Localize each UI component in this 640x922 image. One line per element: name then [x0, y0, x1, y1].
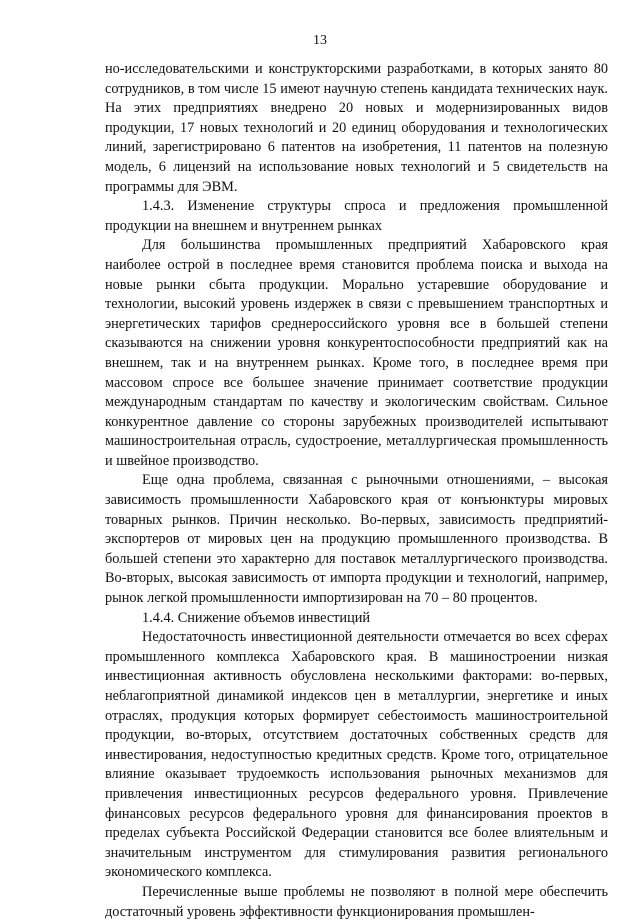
paragraph-markets: Для большинства промышленных предприятий Хабаровского края наиболее острой в последнее время становится проблема поиска и выхода на новые рынки сбыта продукции. Морально устаревшие оборудование и технологии, высокий уровень издержек в связи с превышением транспортных и энергетических тарифов среднероссийского уровня все в большей степени сказываются на снижении уровня конкурентоспособности предприятий как на внешнем, так и на внутреннем рынках. Кроме того, в последнее время при массовом спросе все большее значение принимает соответствие продукции международным стандартам по качеству и экологическим свойствам. Сильное конкурентное давление со стороны зарубежных производителей испытывают машиностроительная отрасль, судостроение, металлургическая промышленность и швейное производство. — [105, 237, 608, 469]
section-heading-1-4-3: 1.4.3. Изменение структуры спроса и предложения промышленной продукции на внешнем и внутреннем рынках — [105, 198, 608, 234]
paragraph-investment: Недостаточность инвестиционной деятельности отмечается во всех сферах промышленного комплекса Хабаровского края. В машиностроении низкая инвестиционная активность обусловлена несколькими факторами: во-первых, неблагоприятной динамикой индексов цен в металлургии, энергетике и иных отраслях, продукция которых формирует себестоимость машиностроительной продукции, во-вторых, отсутствием достаточных собственных средств для инвестирования, недоступностью кредитных средств. Кроме того, отрицательное влияние оказывает трудоемкость использования рыночных механизмов для привлечения инвестиционных ресурсов федерального уровня. Привлечение финансовых ресурсов федерального уровня для финансирования проектов в пределах субъекта Российской Федерации становится все более влиятельным и значительным инструментом для стимулирования развития регионального экономического комплекса. — [105, 629, 608, 881]
paragraph-dependence: Еще одна проблема, связанная с рыночными отношениями, – высокая зависимость промышленности Хабаровского края от конъюнктуры мировых товарных рынков. Причин несколько. Во-первых, зависимость предприятий-экспортеров от мировых цен на продукцию промышленного производства. В большей степени это характерно для поставок металлургического производства. Во-вторых, высокая зависимость от импорта продукции и технологий, например, рынок легкой промышленности импортизирован на 70 – 80 процентов. — [105, 472, 608, 607]
page-number: 13 — [313, 33, 327, 48]
paragraph-problems: Перечисленные выше проблемы не позволяют в полной мере обеспечить достаточный уровень эффективности функционирования промышлен- — [105, 883, 608, 920]
page-body — [105, 60, 608, 922]
section-heading-1-4-4: 1.4.4. Снижение объемов инвестиций — [142, 609, 371, 626]
paragraph-continuation: но-исследовательскими и конструкторскими разработками, в которых занято 80 сотрудников, в том числе 15 имеют научную степень кандидата технических наук. На этих предприятиях внедрено 20 новых и модернизированных видов продукции, 17 новых технологий и 20 единиц оборудования и технологических линий, зарегистрировано 6 патентов на изобретения, 11 патентов на полезную модель, 6 лицензий на использование новых технологий и 5 свидетельств на программы для ЭВМ. — [105, 61, 608, 195]
